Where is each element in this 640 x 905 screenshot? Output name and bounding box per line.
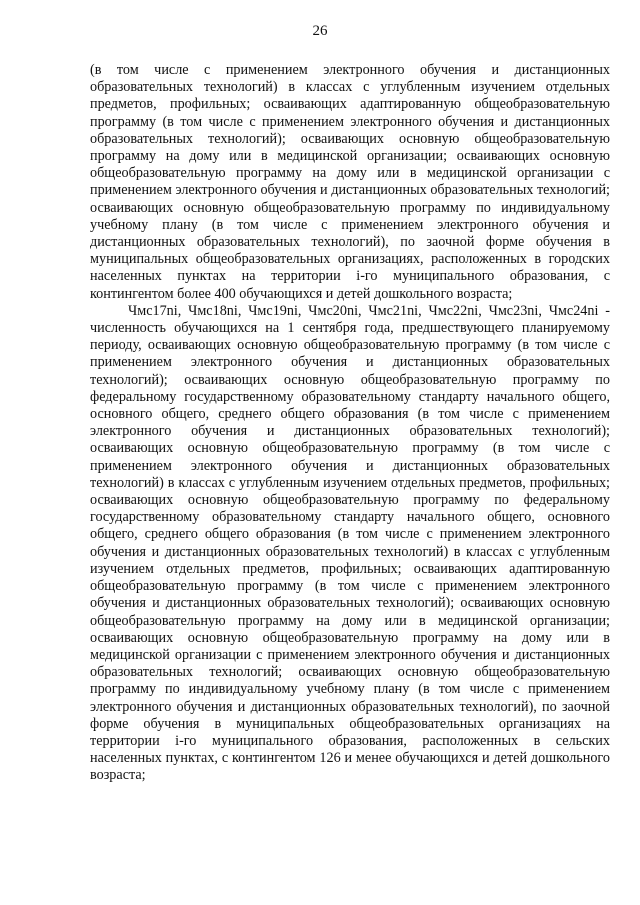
document-body: [90, 62, 610, 785]
paragraph-1: (в том числе с применением электронного обучения и дистанционных образовательных технологий) в классах с углубленным изучением отдельных предметов, профильных; осваивающих адаптированную общеобразовательную программу (в том числе с применением электронного обучения и дистанционных образовательных технологий); осваивающих основную общеобразовательную программу на дому или в медицинской организации; осваивающих основную общеобразовательную программу на дому или в медицинской организации с применением электронного обучения и дистанционных образовательных технологий; осваивающих основную общеобразовательную программу по индивидуальному учебному плану (в том числе с применением электронного обучения и дистанционных образовательных технологий), по заочной форме обучения в муниципальных общеобразовательных организациях, расположенных в городских населенных пунктах на территории i-го муниципального образования, с контингентом более 400 обучающихся и детей дошкольного возраста;: [90, 62, 610, 302]
paragraph-2: Чмс17ni, Чмс18ni, Чмс19ni, Чмс20ni, Чмс21ni, Чмс22ni, Чмс23ni, Чмс24ni - численность обучающихся на 1 сентября года, предшествующего планируемому периоду, осваивающих основную общеобразовательную программу (в том числе с применением электронного обучения и дистанционных образовательных технологий); осваивающих основную общеобразовательную программу по федеральному государственному образовательному стандарту начального общего, основного общего, среднего общего образования (в том числе с применением электронного обучения и дистанционных образовательных технологий); осваивающих основную общеобразовательную программу (в том числе с применением электронного обучения и дистанционных образовательных технологий) в классах с углубленным изучением отдельных предметов, профильных; осваивающих основную общеобразовательную программу по федеральному государственному образовательному стандарту начального общего, основного общего, среднего общего образования (в том числе с применением электронного обучения и дистанционных образовательных технологий) в классах с углубленным изучением отдельных предметов, профильных; осваивающих адаптированную общеобразовательную программу (в том числе с применением электронного обучения и дистанционных образовательных технологий); осваивающих основную общеобразовательную программу на дому или в медицинской организации; осваивающих основную общеобразовательную программу на дому или в медицинской организации с применением электронного обучения и дистанционных образовательных технологий; осваивающих основную общеобразовательную программу по индивидуальному учебному плану (в том числе с применением электронного обучения и дистанционных образовательных технологий), по заочной форме обучения в муниципальных общеобразовательных организациях на территории i-го муниципального образования, расположенных в сельских населенных пунктах, с контингентом 126 и менее обучающихся и детей дошкольного возраста;: [90, 302, 610, 784]
page-number: 26: [312, 23, 328, 39]
